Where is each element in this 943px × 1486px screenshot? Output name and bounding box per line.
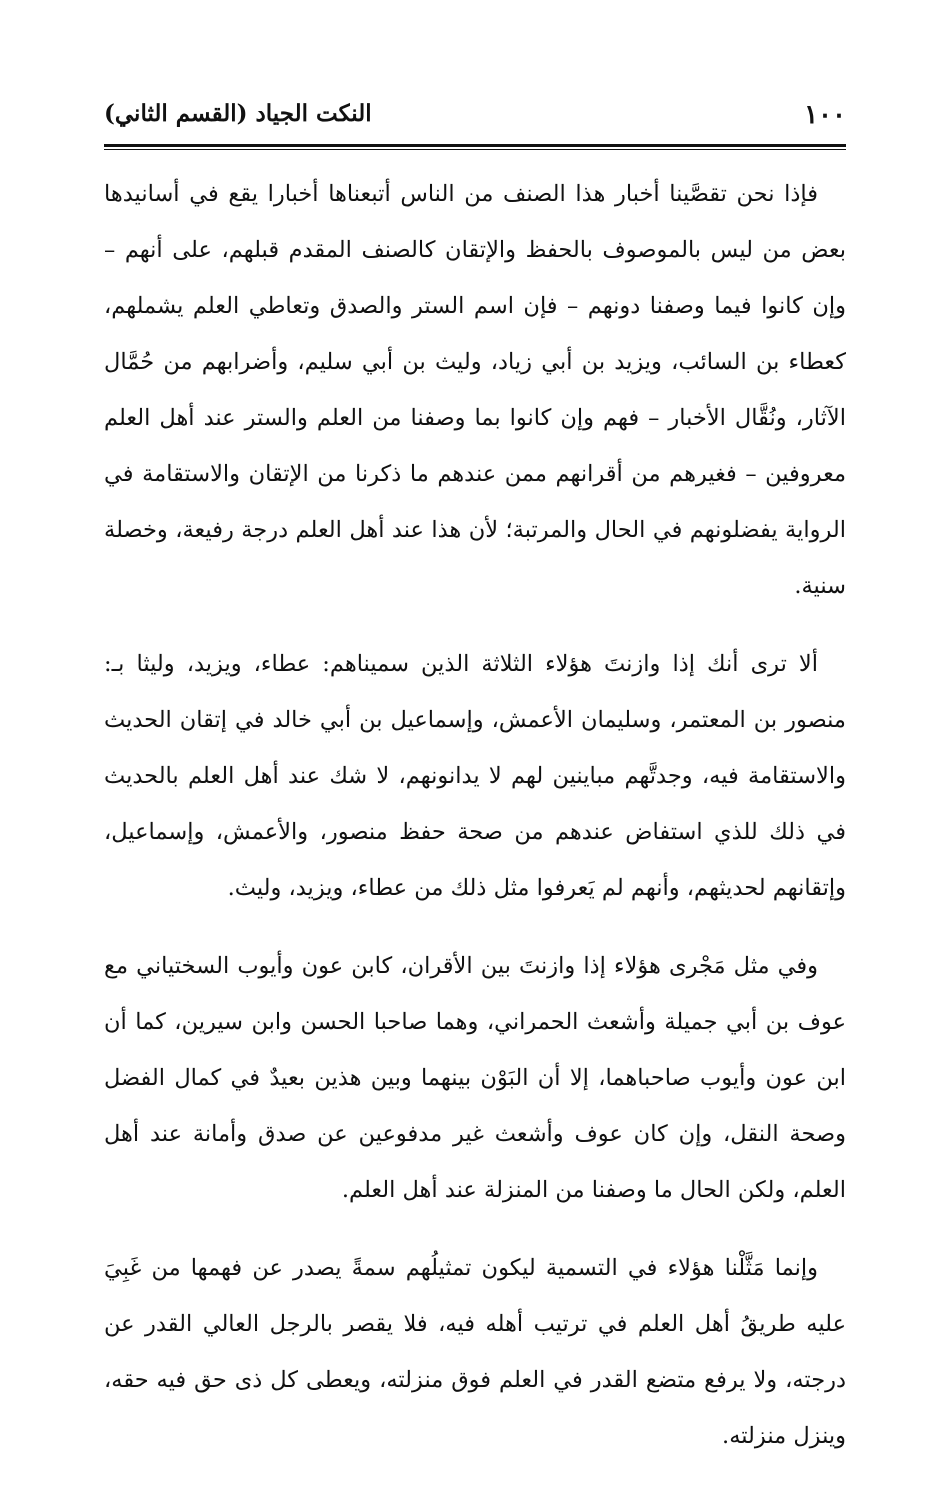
page-header — [104, 96, 846, 136]
running-title: النكت الجياد (القسم الثاني) — [104, 100, 372, 127]
header-divider — [104, 144, 846, 150]
paragraph-4: وإنما مَثَّلْنا هؤلاء في التسمية ليكون تمثيلُهم سمةً يصدر عن فهمها من غَبِيَ عليه طريقُ أهل العلم في ترتيب أهله فيه، فلا يقصر بالرجل العالي القدر عن درجته، ولا يرفع متضع القدر في العلم فوق منزلته، ويعطى كل ذى حق فيه حقه، وينزل منزلته. — [104, 1255, 846, 1449]
page-number: ١٠٠ — [804, 100, 846, 130]
paragraph-3: وفي مثل مَجْرى هؤلاء إذا وازنتَ بين الأقران، كابن عون وأيوب السختياني مع عوف بن أبي جميلة وأشعث الحمراني، وهما صاحبا الحسن وابن سيرين، كما أن ابن عون وأيوب صاحباهما، إلا أن البَوْن بينهما وبين هذين بعيدٌ في كمال الفضل وصحة النقل، وإن كان عوف وأشعث غير مدفوعين عن صدق وأمانة عند أهل العلم، ولكن الحال ما وصفنا من المنزلة عند أهل العلم. — [104, 953, 846, 1203]
paragraph-1: فإذا نحن تقصَّينا أخبار هذا الصنف من الناس أتبعناها أخبارا يقع في أسانيدها بعض من ليس بالموصوف بالحفظ والإتقان كالصنف المقدم قبلهم، على أنهم – وإن كانوا فيما وصفنا دونهم – فإن اسم الستر والصدق وتعاطي العلم يشملهم، كعطاء بن السائب، ويزيد بن أبي زياد، وليث بن أبي سليم، وأضرابهم من حُمَّال الآثار، ونُقَّال الأخبار – فهم وإن كانوا بما وصفنا من العلم والستر عند أهل العلم معروفين – فغيرهم من أقرانهم ممن عندهم ما ذكرنا من الإتقان والاستقامة في الرواية يفضلونهم في الحال والمرتبة؛ لأن هذا عند أهل العلم درجة رفيعة، وخصلة سنية. — [104, 181, 846, 599]
main-text — [104, 166, 846, 1486]
paragraph-2: ألا ترى أنك إذا وازنتَ هؤلاء الثلاثة الذين سميناهم: عطاء، ويزيد، وليثا بـ: منصور بن المعتمر، وسليمان الأعمش، وإسماعيل بن أبي خالد في إتقان الحديث والاستقامة فيه، وجدتَّهم مباينين لهم لا يدانونهم، لا شك عند أهل العلم بالحديث في ذلك للذي استفاض عندهم من صحة حفظ منصور، والأعمش، وإسماعيل، وإتقانهم لحديثهم، وأنهم لم يَعرفوا مثل ذلك من عطاء، ويزيد، وليث. — [104, 651, 846, 901]
